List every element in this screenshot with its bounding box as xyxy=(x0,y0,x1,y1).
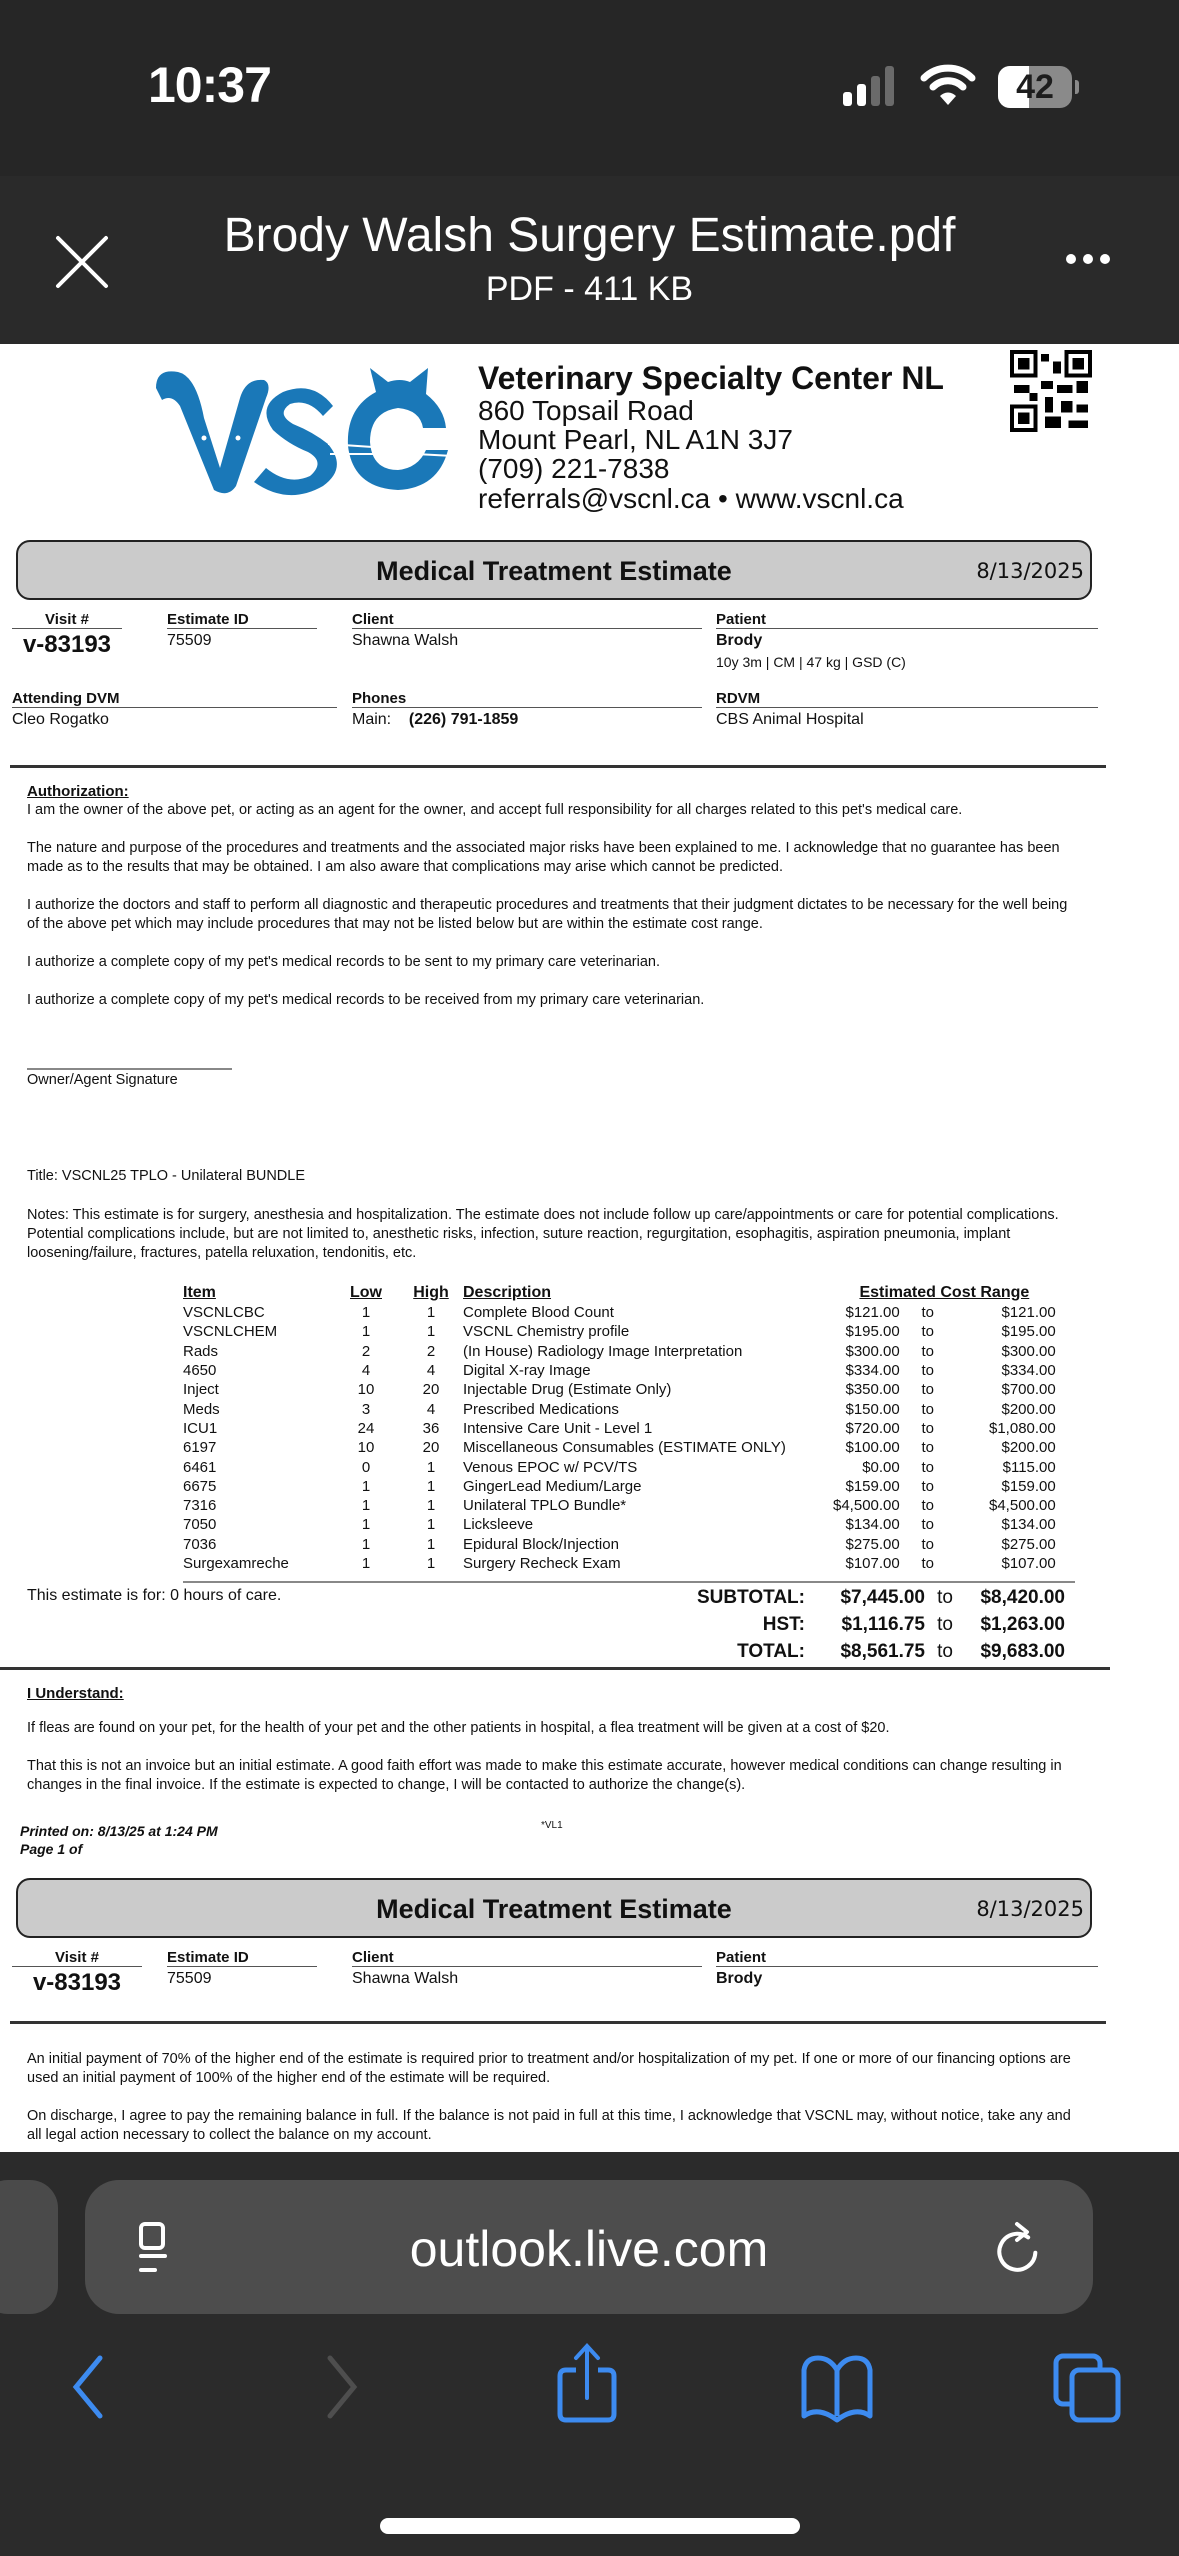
auth-paragraph: I am the owner of the above pet, or acting as an agent for the owner, and accept full responsibility for all charges related to this pet's medical care. xyxy=(27,802,963,818)
table-row xyxy=(183,1361,1056,1380)
client-field xyxy=(352,1950,702,1988)
item-description: Epidural Block/Injection xyxy=(463,1535,619,1553)
cost-high: $300.00 xyxy=(1001,1342,1056,1360)
rdvm-label: RDVM xyxy=(716,691,1098,708)
table-row xyxy=(183,1322,1056,1341)
cost-high: $200.00 xyxy=(1001,1439,1056,1457)
col-cost-range: Estimated Cost Range xyxy=(859,1283,1030,1301)
clinic-address1: 860 Topsail Road xyxy=(478,394,694,426)
item-description: Surgery Recheck Exam xyxy=(463,1555,621,1572)
vsc-logo xyxy=(148,358,458,498)
page-number: Page 1 of xyxy=(20,1841,83,1857)
dvm-field xyxy=(12,691,337,729)
cost-low: $4,500.00 xyxy=(833,1497,900,1515)
visit-number: v-83193 xyxy=(22,631,112,658)
clinic-phone: (709) 221-7838 xyxy=(478,453,670,485)
cost-low: $121.00 xyxy=(845,1304,900,1322)
table-header xyxy=(183,1282,1056,1303)
client-label: Client xyxy=(352,1950,702,1967)
item-code: 7050 xyxy=(183,1516,217,1534)
cost-high: $195.00 xyxy=(1001,1323,1056,1341)
cost-high: $334.00 xyxy=(1001,1362,1056,1380)
understand-section xyxy=(27,1684,1077,1795)
plan-title: Title: VSCNL25 TPLO - Unilateral BUNDLE xyxy=(27,1168,306,1184)
qty-low: 10 xyxy=(357,1381,375,1399)
rdvm-name: CBS Animal Hospital xyxy=(716,711,864,728)
home-indicator[interactable] xyxy=(380,2518,800,2534)
understand-paragraph: That this is not an invoice but an initial estimate. A good faith effort was made to make this estimate accurate, however medical conditions can change resulting in changes in the final invoice. If the estimate is expected to change, I will be contacted to authorize the change(s). xyxy=(27,1758,1062,1793)
cost-high: $700.00 xyxy=(1001,1381,1056,1399)
item-description: Miscellaneous Consumables (ESTIMATE ONLY) xyxy=(463,1439,786,1457)
item-code: ICU1 xyxy=(183,1419,218,1437)
client-field xyxy=(352,612,702,650)
hours-note: This estimate is for: 0 hours of care. xyxy=(27,1587,282,1604)
qty-low: 1 xyxy=(361,1555,371,1572)
qr-code-icon xyxy=(1010,350,1092,432)
range-sep: to xyxy=(921,1419,934,1437)
print-footer xyxy=(20,1822,218,1858)
item-description: Intensive Care Unit - Level 1 xyxy=(463,1419,653,1437)
table-row xyxy=(183,1496,1056,1515)
qty-low: 2 xyxy=(361,1342,371,1360)
range-sep: to xyxy=(921,1535,934,1553)
battery-level: 42 xyxy=(1016,68,1054,106)
qty-high: 1 xyxy=(426,1535,436,1553)
cost-low: $195.00 xyxy=(845,1323,900,1341)
qty-high: 1 xyxy=(426,1304,436,1322)
qty-high: 4 xyxy=(426,1400,436,1418)
qty-high: 2 xyxy=(426,1342,436,1360)
section-divider xyxy=(10,765,1106,768)
payment-section xyxy=(27,2050,1077,2145)
table-row xyxy=(183,1535,1056,1554)
range-sep: to xyxy=(937,1641,953,1662)
bookmarks-icon[interactable] xyxy=(800,2354,874,2424)
qty-high: 1 xyxy=(426,1477,436,1495)
qty-low: 10 xyxy=(357,1439,375,1457)
table-row xyxy=(183,1457,1056,1476)
table-row xyxy=(183,1419,1056,1438)
range-sep: to xyxy=(921,1458,934,1476)
cost-high: $115.00 xyxy=(1002,1458,1056,1476)
item-code: 6461 xyxy=(183,1458,217,1476)
qty-low: 1 xyxy=(361,1535,371,1553)
visit-field xyxy=(12,612,122,659)
dvm-name: Cleo Rogatko xyxy=(12,711,109,728)
estimate-banner xyxy=(16,540,1092,600)
cost-high: $1,080.00 xyxy=(989,1419,1056,1437)
payment-paragraph: On discharge, I agree to pay the remaining balance in full. If the balance is not paid in full at this time, I acknowledge that VSCNL may, without notice, take any and all legal action necessary to collect the balance on my account. xyxy=(27,2108,1071,2143)
range-sep: to xyxy=(937,1614,953,1635)
qty-high: 20 xyxy=(422,1439,440,1457)
cost-high: $121.00 xyxy=(1001,1304,1056,1322)
qty-low: 1 xyxy=(361,1497,371,1515)
subtotal-label: SUBTOTAL: xyxy=(696,1587,805,1608)
estimate-title: Medical Treatment Estimate xyxy=(376,556,732,586)
phone-main: (226) 791-1859 xyxy=(408,711,519,728)
cost-low: $159.00 xyxy=(845,1477,900,1495)
table-row xyxy=(183,1303,1056,1322)
qty-high: 1 xyxy=(426,1323,436,1341)
table-row xyxy=(183,1399,1056,1418)
range-sep: to xyxy=(921,1400,934,1418)
auth-paragraph: I authorize a complete copy of my pet's medical records to be received from my primary care veterinarian. xyxy=(27,992,705,1008)
printed-on: Printed on: 8/13/25 at 1:24 PM xyxy=(20,1823,218,1839)
range-sep: to xyxy=(937,1587,953,1608)
range-sep: to xyxy=(921,1323,934,1341)
item-code: Inject xyxy=(183,1381,219,1399)
understand-heading: I Understand: xyxy=(27,1685,124,1702)
hst-row xyxy=(640,1614,1070,1636)
version-code: *VL1 xyxy=(541,1820,563,1831)
table-bottom-rule xyxy=(183,1581,1075,1583)
item-code: Rads xyxy=(183,1342,219,1360)
pdf-page xyxy=(0,344,1179,2152)
patient-label: Patient xyxy=(716,1950,1098,1967)
patient-label: Patient xyxy=(716,612,1098,629)
patient-field xyxy=(716,1950,1098,1988)
share-icon[interactable] xyxy=(554,2342,620,2426)
cost-high: $159.00 xyxy=(1001,1477,1056,1495)
qty-low: 1 xyxy=(361,1323,371,1341)
client-name: Shawna Walsh xyxy=(352,1970,459,1987)
cost-high: $134.00 xyxy=(1001,1516,1056,1534)
range-sep: to xyxy=(921,1381,934,1399)
cost-low: $350.00 xyxy=(845,1381,900,1399)
qty-low: 1 xyxy=(361,1304,371,1322)
qty-high: 36 xyxy=(422,1419,440,1437)
visit-field xyxy=(12,1950,142,1997)
payment-paragraph: An initial payment of 70% of the higher end of the estimate is required prior to treatment and/or hospitalization of my pet. If one or more of our financing options are used an initial payment of 100% of the higher end of the estimate will be required. xyxy=(27,2051,1071,2086)
document-title: Brody Walsh Surgery Estimate.pdf xyxy=(223,209,956,262)
estimate-banner-page2 xyxy=(16,1878,1092,1938)
qty-low: 4 xyxy=(361,1362,371,1380)
table-row xyxy=(183,1380,1056,1399)
qty-high: 1 xyxy=(426,1516,436,1534)
patient-field xyxy=(716,612,1098,670)
section-divider xyxy=(0,1667,1110,1670)
phones-field xyxy=(352,691,702,729)
cost-high: $107.00 xyxy=(1001,1555,1056,1572)
estimate-date: 8/13/2025 xyxy=(976,1897,1084,1921)
estimate-id-field xyxy=(167,1950,317,1988)
signature-label: Owner/Agent Signature xyxy=(27,1072,178,1088)
understand-paragraph: If fleas are found on your pet, for the health of your pet and the other patients in hospital, a flea treatment will be given at a cost of $20. xyxy=(27,1720,890,1736)
reload-icon[interactable] xyxy=(993,2220,1043,2280)
qty-low: 1 xyxy=(361,1477,371,1495)
estimate-date: 8/13/2025 xyxy=(976,559,1084,583)
col-low: Low xyxy=(350,1283,382,1301)
viewer-header xyxy=(0,176,1179,344)
cost-low: $720.00 xyxy=(845,1419,900,1437)
range-sep: to xyxy=(921,1497,934,1515)
client-label: Client xyxy=(352,612,702,629)
item-code: 6675 xyxy=(183,1477,217,1495)
hst-high: $1,263.00 xyxy=(980,1614,1065,1635)
col-high: High xyxy=(413,1283,449,1301)
total-low: $8,561.75 xyxy=(840,1641,925,1662)
range-sep: to xyxy=(921,1516,934,1534)
items-table xyxy=(183,1282,1056,1573)
range-sep: to xyxy=(921,1439,934,1457)
qty-high: 1 xyxy=(426,1458,436,1476)
subtotal-low: $7,445.00 xyxy=(840,1587,925,1608)
cost-low: $107.00 xyxy=(845,1555,900,1572)
estimate-id: 75509 xyxy=(167,1970,212,1987)
cost-low: $334.00 xyxy=(845,1362,900,1380)
patient-name: Brody xyxy=(716,632,763,649)
item-description: Venous EPOC w/ PCV/TS xyxy=(463,1458,638,1476)
auth-paragraph: I authorize the doctors and staff to perform all diagnostic and therapeutic procedures and treatments that their judgment dictates to be necessary for the well being of the above pet which may include procedures that may not be listed below but are within the estimate cost range. xyxy=(27,897,1068,932)
item-description: Prescribed Medications xyxy=(463,1400,619,1418)
total-label: TOTAL: xyxy=(737,1641,805,1662)
item-description: GingerLead Medium/Large xyxy=(463,1477,642,1495)
battery-tip xyxy=(1075,80,1079,94)
table-row xyxy=(183,1438,1056,1457)
qty-low: 24 xyxy=(357,1419,375,1437)
table-row xyxy=(183,1477,1056,1496)
qty-high: 20 xyxy=(422,1381,440,1399)
range-sep: to xyxy=(921,1555,934,1572)
subtotal-row xyxy=(640,1587,1070,1609)
dvm-label: Attending DVM xyxy=(12,691,337,708)
clinic-name: Veterinary Specialty Center NL xyxy=(478,360,944,396)
total-row xyxy=(640,1641,1070,1663)
authorization-heading: Authorization: xyxy=(27,783,129,800)
cost-low: $134.00 xyxy=(845,1516,900,1534)
total-high: $9,683.00 xyxy=(980,1641,1065,1662)
item-code: 6197 xyxy=(183,1439,217,1457)
more-icon[interactable] xyxy=(1066,254,1110,264)
estimate-id-field xyxy=(167,612,317,650)
item-code: 7316 xyxy=(183,1497,217,1515)
subtotal-high: $8,420.00 xyxy=(980,1587,1065,1608)
item-code: VSCNLCBC xyxy=(183,1304,265,1322)
authorization-section xyxy=(27,782,1077,1010)
back-icon[interactable] xyxy=(68,2352,108,2422)
cost-low: $300.00 xyxy=(845,1342,900,1360)
hst-low: $1,116.75 xyxy=(841,1614,925,1635)
cellular-signal-icon xyxy=(843,66,894,106)
browser-toolbar xyxy=(0,2152,1179,2556)
tabs-icon[interactable] xyxy=(1052,2352,1122,2424)
cost-low: $275.00 xyxy=(845,1535,900,1553)
qty-high: 1 xyxy=(426,1555,436,1572)
plan-notes: Notes: This estimate is for surgery, anesthesia and hospitalization. The estimate does not include follow up care/appointments or care for potential complications. Potential complications include, but are not limited to, anesthetic risks, infection, suture reaction, regurgitation, esophagitis, aspiration pneumonia, implant loosening/failure, fractures, patella reluxation, tendonitis, etc. xyxy=(27,1207,1059,1261)
clinic-contact: referrals@vscnl.ca • www.vscnl.ca xyxy=(478,482,904,514)
patient-details: 10y 3m | CM | 47 kg | GSD (C) xyxy=(716,654,906,670)
item-description: VSCNL Chemistry profile xyxy=(463,1323,630,1341)
table-row xyxy=(183,1554,1056,1573)
clinic-address2: Mount Pearl, NL A1N 3J7 xyxy=(478,423,793,455)
phones-label: Phones xyxy=(352,691,702,708)
url-text[interactable]: outlook.live.com xyxy=(409,2221,769,2277)
auth-paragraph: I authorize a complete copy of my pet's medical records to be sent to my primary care veterinarian. xyxy=(27,954,660,970)
document-info: PDF - 411 KB xyxy=(485,270,694,308)
visit-number: v-83193 xyxy=(32,1969,122,1996)
cost-high: $200.00 xyxy=(1001,1400,1056,1418)
visit-label: Visit # xyxy=(12,612,122,629)
item-code: Surgexamreche xyxy=(183,1555,289,1572)
qty-high: 1 xyxy=(426,1497,436,1515)
phone-main-label: Main: xyxy=(352,711,392,728)
range-sep: to xyxy=(921,1304,934,1322)
estimate-title: Medical Treatment Estimate xyxy=(376,1894,732,1924)
qty-low: 1 xyxy=(361,1516,371,1534)
estimate-id: 75509 xyxy=(167,632,212,649)
hst-label: HST: xyxy=(762,1614,805,1635)
clinic-info xyxy=(478,362,944,513)
battery-icon xyxy=(998,66,1072,108)
signature-line xyxy=(27,1068,232,1070)
range-sep: to xyxy=(921,1477,934,1495)
qty-low: 3 xyxy=(361,1400,371,1418)
item-description: Licksleeve xyxy=(463,1516,534,1534)
address-bar[interactable] xyxy=(85,2180,1093,2314)
auth-paragraph: The nature and purpose of the procedures and treatments and the associated major risks have been explained to me. I acknowledge that no guarantee has been made as to the results that may be obtained. I am also aware that complications may arise which cannot be predicted. xyxy=(27,840,1060,875)
estimate-id-label: Estimate ID xyxy=(167,612,317,629)
section-divider xyxy=(10,2021,1106,2024)
cost-low: $0.00 xyxy=(862,1458,900,1476)
qty-low: 0 xyxy=(361,1458,371,1476)
item-description: Unilateral TPLO Bundle* xyxy=(463,1497,627,1515)
forward-icon[interactable] xyxy=(322,2352,362,2422)
item-description: Complete Blood Count xyxy=(463,1304,614,1322)
item-description: Injectable Drug (Estimate Only) xyxy=(463,1381,672,1399)
table-row xyxy=(183,1342,1056,1361)
item-code: 7036 xyxy=(183,1535,217,1553)
item-description: Digital X-ray Image xyxy=(463,1362,591,1380)
qty-high: 4 xyxy=(426,1362,436,1380)
item-code: Meds xyxy=(183,1400,220,1418)
col-item: Item xyxy=(183,1283,216,1301)
patient-name: Brody xyxy=(716,1970,763,1987)
estimate-id-label: Estimate ID xyxy=(167,1950,317,1967)
table-row xyxy=(183,1515,1056,1534)
cost-high: $4,500.00 xyxy=(989,1497,1056,1515)
item-code: VSCNLCHEM xyxy=(183,1323,278,1341)
wifi-icon xyxy=(920,62,976,108)
col-description: Description xyxy=(463,1283,552,1301)
cost-high: $275.00 xyxy=(1001,1535,1056,1553)
cost-low: $150.00 xyxy=(845,1400,900,1418)
range-sep: to xyxy=(921,1362,934,1380)
rdvm-field xyxy=(716,691,1098,729)
item-code: 4650 xyxy=(183,1362,217,1380)
status-bar xyxy=(0,0,1179,176)
visit-label: Visit # xyxy=(12,1950,142,1967)
client-name: Shawna Walsh xyxy=(352,632,459,649)
range-sep: to xyxy=(921,1342,934,1360)
clock: 10:37 xyxy=(148,57,271,113)
previous-tab-pill[interactable] xyxy=(0,2180,58,2314)
cost-low: $100.00 xyxy=(845,1439,900,1457)
item-description: (In House) Radiology Image Interpretation xyxy=(463,1342,743,1360)
